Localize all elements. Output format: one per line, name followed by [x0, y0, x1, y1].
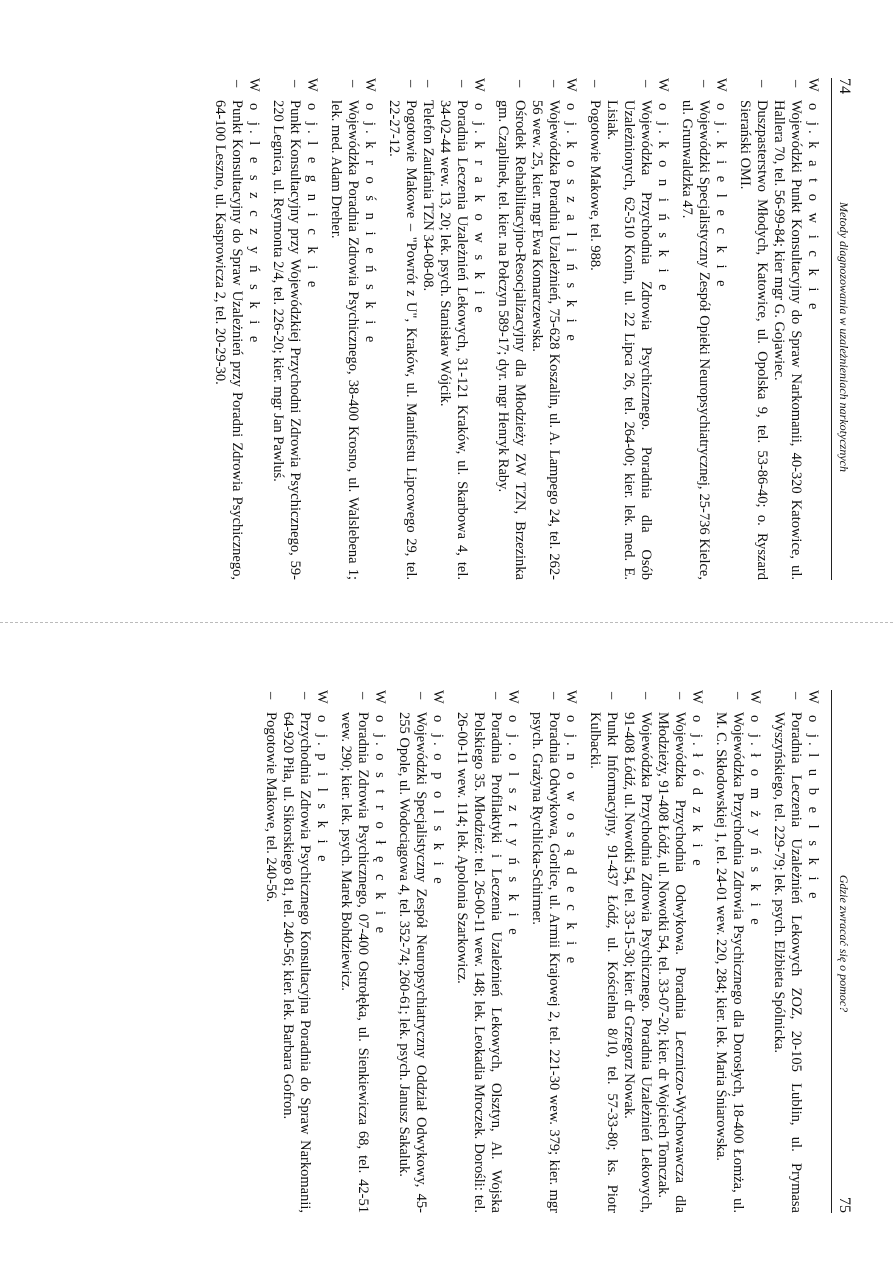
- voivodeship-name: k o s z a l i ń s k i e: [563, 141, 579, 345]
- voivodeship-heading: [371, 690, 388, 1213]
- voivodeship-heading: [313, 690, 330, 1213]
- list-item: [678, 78, 712, 580]
- voivodeship-name: o p o l s k i e: [430, 753, 446, 888]
- entry-text: Punkt Informacyjny, 91-437 Łódź, ul. Kościelna 8/10, tel. 57-33-80; ks. Piotr Kulbacki.: [587, 712, 620, 1213]
- voivodeship-name: k a t o w i c k i e: [805, 141, 821, 314]
- voivodeship-prefix: W o j.: [471, 78, 487, 138]
- dash-bullet: –: [512, 80, 528, 88]
- voivodeship-section: [385, 78, 487, 580]
- entry-text: Duszpasterstwo Młodych, Katowice, ul. Opolska 9, tel. 53-86-40; o. Ryszard Sierański OMI.: [737, 100, 770, 580]
- page-fold: [0, 622, 893, 629]
- dash-bullet: –: [604, 692, 620, 700]
- voivodeship-section: [528, 690, 579, 1213]
- voivodeship-prefix: W o j.: [563, 690, 579, 750]
- voivodeship-heading: [562, 690, 579, 1213]
- voivodeship-heading: [245, 78, 262, 580]
- voivodeship-prefix: W o j.: [563, 78, 579, 138]
- voivodeship-section: [269, 78, 320, 580]
- voivodeship-prefix: W o j.: [505, 690, 521, 750]
- voivodeship-section: [262, 690, 330, 1213]
- dash-bullet: –: [587, 80, 603, 88]
- left-page-header: [831, 78, 853, 580]
- entry-text: Wojewódzki Specjalistyczny Zespół Opieki Neuropsychiatrycznej, 25-736 Kielce, ul. Grunwaldzka 47.: [679, 100, 712, 580]
- entry-text: Wojewódzka Przychodnia Zdrowia Psychicznego dla Dorosłych, 18-400 Łomża, ul. M. C. Skłodowskiej 1, tel. 24-01 wew. 220, 284; kier. lek. Maria Śniarowska.: [713, 712, 746, 1213]
- dash-bullet: –: [546, 80, 562, 88]
- dash-bullet: –: [413, 692, 429, 700]
- voivodeship-prefix: W o j.: [362, 78, 378, 138]
- voivodeship-heading: [712, 78, 729, 580]
- voivodeship-name: ł o m ż y ń s k i e: [747, 753, 763, 929]
- entry-text: Ośrodek Rehabilitacyjno-Resocjalizacyjny dla Młodzieży ZW TZN, Brzezinka gm. Czaplinek, tel. kier. na Połczyn 589-17; dyr. mgr Henryk Raby.: [495, 100, 528, 580]
- voivodeship-section: [327, 78, 378, 580]
- voivodeship-name: l u b e l s k i e: [805, 753, 821, 903]
- voivodeship-prefix: W o j.: [655, 78, 671, 138]
- entry-text: Pogotowie Makowe – "Powrót z U", Kraków, ul. Manifestu Lipcowego 29, tel. 22-27-12.: [386, 100, 419, 580]
- voivodeship-heading: [746, 690, 763, 1213]
- entry-text: Poradnia Profilaktyki i Leczenia Uzależnień Lekowych, Olsztyn, Al. Wojska Polskiego 35. Młodzież: tel. 26-00-11 wew. 148; lek. Leokadia Mroczek. Dorośli: tel. 26-00-11 wew. 114; lek. Apolonia Szarkowicz.: [454, 712, 504, 1213]
- entry-text: Poradnia Leczenia Uzależnień Lekowych ZOZ, 20-105 Lublin, ul. Prymasa Wyszyńskiego, tel. 229-79; lek. psych. Elżbieta Spólnicka.: [771, 712, 804, 1213]
- voivodeship-name: k o n i ń s k i e: [655, 141, 671, 295]
- entry-text: Pogotowie Makowe, tel. 988.: [587, 100, 603, 271]
- entry-text: Wojewódzka Przychodnia Odwykowa. Poradnia Leczniczo-Wychowawcza dla Młodzieży, 91-408 Łódź, ul. Nowotki 54, tel. 33-07-20; kier. dr Wojciech Tomczak.: [655, 712, 688, 1213]
- dash-bullet: –: [263, 692, 279, 700]
- list-item: [453, 690, 504, 1213]
- entry-text: Poradnia Odwykowa, Gorlice, ul. Armii Krajowej 2, tel. 221-30 wew. 379; kier. mgr psych. Grażyna Rychlicka-Schirmer.: [529, 712, 562, 1213]
- list-item: [528, 690, 562, 1213]
- dash-bullet: –: [754, 80, 770, 88]
- list-item: [770, 690, 804, 1213]
- voivodeship-name: o s t r o ł ę c k i e: [372, 753, 388, 938]
- list-item: [211, 78, 245, 580]
- right-page-header: [831, 690, 853, 1213]
- list-item: [262, 690, 279, 1213]
- list-item: [385, 78, 419, 580]
- dash-bullet: –: [488, 692, 504, 700]
- list-item: [770, 78, 804, 580]
- voivodeship-section: [586, 690, 705, 1213]
- voivodeship-heading: [361, 78, 378, 580]
- left-page: [0, 0, 893, 620]
- entry-text: Wojewódzka Przychodnia Zdrowia Psychicznego. Poradnia Uzależnień Lekowych, 91-408 Łódź, ul. Nowotki 54, tel. 33-15-30; kier. dr Grzegorz Nowak.: [621, 712, 654, 1213]
- running-title: Metody diagnozowania w uzależnieniach narkotycznych: [837, 202, 851, 472]
- page-number: 74: [836, 78, 853, 94]
- voivodeship-section: [736, 78, 821, 580]
- entry-text: Poradnia Leczenia Uzależnień Lekowych, 31-121 Kraków, ul. Skarbowa 4, tel. 34-02-44 wew. 13, 20; lek. psych. Stanisław Wójcik.: [437, 100, 470, 580]
- voivodeship-name: k r o ś n i e ń s k i e: [362, 141, 378, 347]
- voivodeship-section: [586, 78, 671, 580]
- voivodeship-prefix: W o j.: [430, 690, 446, 750]
- voivodeship-heading: [303, 78, 320, 580]
- dash-bullet: –: [355, 692, 371, 700]
- voivodeship-section: [453, 690, 521, 1213]
- dash-bullet: –: [788, 692, 804, 700]
- dash-bullet: –: [638, 692, 654, 700]
- dash-bullet: –: [345, 80, 361, 88]
- entry-text: Wojewódzka Poradnia Zdrowia Psychicznego, 38-400 Krosno, ul. Walslebena 1; lek. med. Adam Dreher.: [328, 100, 361, 580]
- voivodeship-name: k r a k o w s k i e: [471, 141, 487, 317]
- list-item: [494, 78, 528, 580]
- voivodeship-name: l e g n i c k i e: [304, 141, 320, 292]
- voivodeship-prefix: W o j.: [304, 78, 320, 138]
- voivodeship-prefix: W o j.: [805, 690, 821, 750]
- list-item: [528, 78, 562, 580]
- dash-bullet: –: [672, 692, 688, 700]
- list-item: [712, 690, 746, 1213]
- voivodeship-prefix: W o j.: [246, 78, 262, 138]
- voivodeship-section: [678, 78, 729, 580]
- right-page: [0, 630, 893, 1263]
- dash-bullet: –: [696, 80, 712, 88]
- entry-text: Telefon Zaufania TZN 34-08-08.: [420, 100, 436, 292]
- page-number: 75: [836, 1197, 853, 1213]
- voivodeship-name: ł ó d z k i e: [689, 753, 705, 870]
- voivodeship-heading: [688, 690, 705, 1213]
- list-item: [337, 690, 371, 1213]
- dash-bullet: –: [287, 80, 303, 88]
- list-item: [395, 690, 429, 1213]
- voivodeship-prefix: W o j.: [805, 78, 821, 138]
- voivodeship-heading: [562, 78, 579, 580]
- voivodeship-heading: [429, 690, 446, 1213]
- entry-text: Wojewódzki Specjalistyczny Zespół Neuropsychiatryczny Oddział Odwykowy, 45-255 Opole, ul. Wodociągowa 4, tel. 352-74; 260-61; lek. psych. Janusz Sakaluk.: [396, 712, 429, 1213]
- list-item: [654, 690, 688, 1213]
- dash-bullet: –: [546, 692, 562, 700]
- voivodeship-prefix: W o j.: [372, 690, 388, 750]
- list-item: [586, 78, 603, 580]
- list-item: [269, 78, 303, 580]
- entry-text: Punkt Konsultacyjny przy Wojewódzkiej Przychodni Zdrowia Psychicznego, 59-220 Legnica, ul. Reymonta 2/4, tel. 226-20; kier. mgr Jan Pawluś.: [270, 100, 303, 580]
- entry-text: Poradnia Zdrowia Psychicznego, 07-400 Ostrołęka, ul. Sienkiewicza 68, tel. 42-51 wew. 290; kier. lek. psych. Marek Bohdziewicz.: [338, 712, 371, 1213]
- entry-text: Pogotowie Makowe, tel. 240-56.: [263, 712, 279, 903]
- voivodeship-section: [770, 690, 821, 1213]
- dash-bullet: –: [297, 692, 313, 700]
- voivodeship-name: p i l s k i e: [314, 753, 330, 866]
- list-item: [279, 690, 313, 1213]
- list-item: [327, 78, 361, 580]
- entry-text: Punkt Konsultacyjny do Spraw Uzależnień przy Poradni Zdrowia Psychicznego, 64-100 Leszno, ul. Kasprowicza 2, tel. 20-29-30.: [212, 100, 245, 580]
- voivodeship-heading: [654, 78, 671, 580]
- voivodeship-prefix: W o j.: [747, 690, 763, 750]
- list-item: [603, 78, 654, 580]
- voivodeship-prefix: W o j.: [689, 690, 705, 750]
- list-item: [736, 78, 770, 580]
- voivodeship-section: [395, 690, 446, 1213]
- section-list: [262, 690, 821, 1213]
- voivodeship-section: [337, 690, 388, 1213]
- dash-bullet: –: [403, 80, 419, 88]
- voivodeship-name: l e s z c z y ń s k i e: [246, 141, 262, 347]
- voivodeship-section: [494, 78, 579, 580]
- list-item: [419, 78, 436, 580]
- entry-text: Wojewódzki Punkt Konsultacyjny do Spraw Narkomanii, 40-320 Katowice, ul. Hallera 70, tel. 56-99-84; kier mgr G. Gojawiec.: [771, 100, 804, 580]
- dash-bullet: –: [420, 80, 436, 88]
- entry-text: Wojewódzka Przychodnia Zdrowia Psychicznego. Poradnia dla Osób Uzależnionych, 62-510 Konin, ul. 22 Lipca 26, tel. 264-00; kier. lek. med. E. Lisiak.: [604, 100, 654, 580]
- voivodeship-section: [712, 690, 763, 1213]
- running-title: Gdzie zwracać się o pomoc?: [837, 874, 851, 1013]
- voivodeship-heading: [504, 690, 521, 1213]
- entry-text: Przychodnia Zdrowia Psychicznego Konsultacyjna Poradnia do Spraw Narkomanii, 64-920 Piła, ul. Sikorskiego 81, tel. 240-56; kier. lek. Barbara Gofron.: [280, 712, 313, 1213]
- voivodeship-name: k i e l e c k i e: [713, 141, 729, 291]
- dash-bullet: –: [638, 80, 654, 88]
- voivodeship-heading: [804, 78, 821, 580]
- list-item: [586, 690, 620, 1213]
- list-item: [436, 78, 470, 580]
- voivodeship-section: [211, 78, 262, 580]
- dash-bullet: –: [730, 692, 746, 700]
- dash-bullet: –: [229, 80, 245, 88]
- voivodeship-prefix: W o j.: [713, 78, 729, 138]
- voivodeship-prefix: W o j.: [314, 690, 330, 750]
- dash-bullet: –: [788, 80, 804, 88]
- voivodeship-heading: [470, 78, 487, 580]
- list-item: [620, 690, 654, 1213]
- dash-bullet: –: [454, 80, 470, 88]
- voivodeship-name: n o w o s ą d e c k i e: [563, 753, 579, 968]
- voivodeship-name: o l s z t y ń s k i e: [505, 753, 521, 939]
- entry-text: Wojewódzka Poradnia Uzależnień, 75-628 Koszalin, ul. A. Lampego 24, tel. 262-56 wew. 25, kier. mgr Ewa Komarczewska.: [529, 100, 562, 580]
- voivodeship-heading: [804, 690, 821, 1213]
- section-list: [211, 78, 821, 580]
